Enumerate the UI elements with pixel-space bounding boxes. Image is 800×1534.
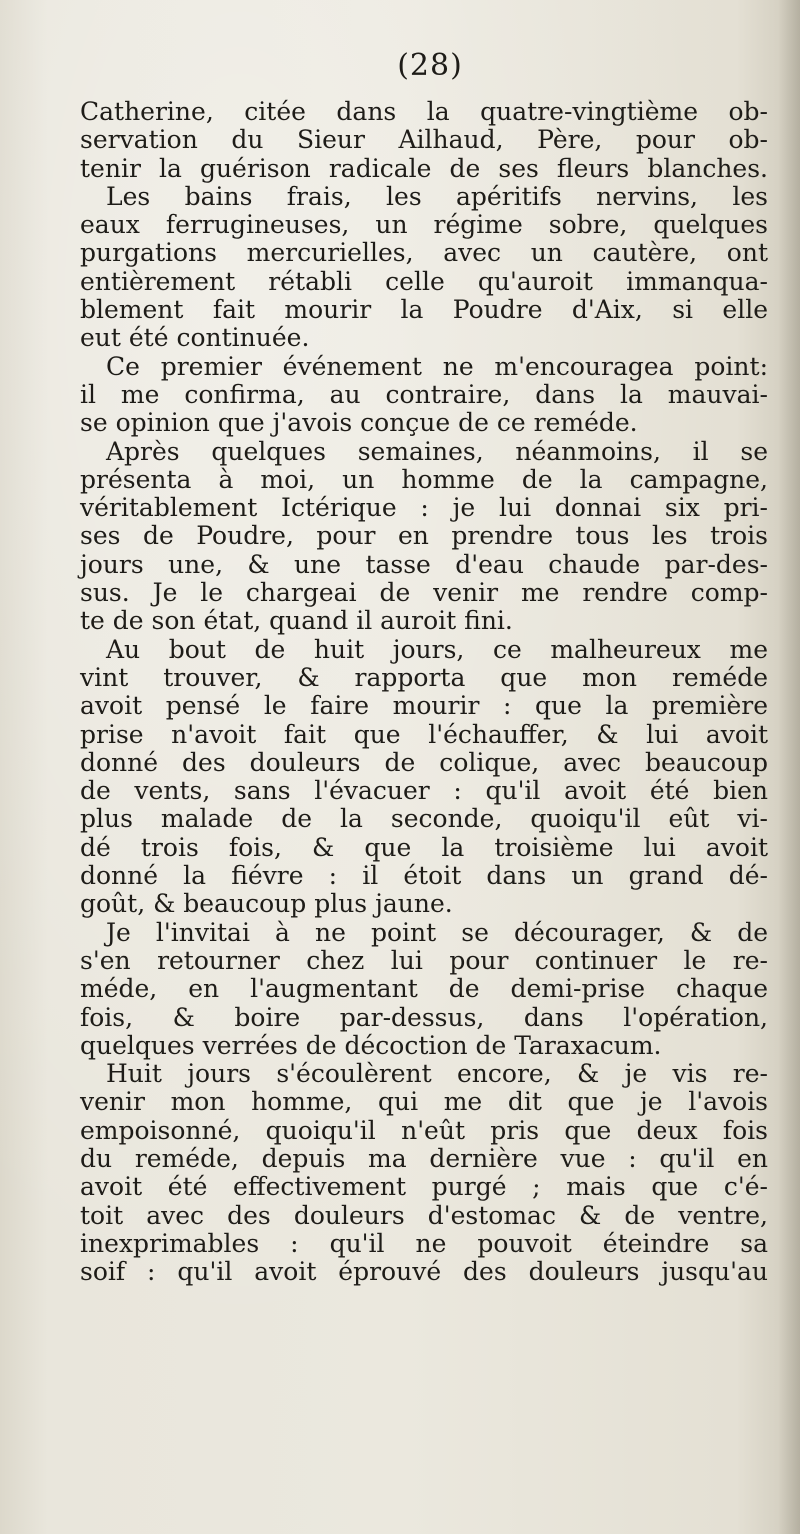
text-line: Au bout de huit jours, ce malheureux me — [106, 634, 768, 664]
text-line: donné la fiévre : il étoit dans un grand dé- — [80, 861, 768, 891]
text-line: te de son état, quand il auroit fini. — [80, 606, 513, 636]
text-line: Ce premier événement ne m'encouragea point: — [106, 351, 768, 381]
text-line: du reméde, depuis ma dernière vue : qu'il en — [80, 1143, 768, 1173]
text-line: avoit pensé le faire mourir : que la première — [80, 691, 768, 721]
text-line: blement fait mourir la Poudre d'Aix, si elle — [80, 295, 768, 325]
text-line: se opinion que j'avois conçue de ce reméde. — [80, 408, 638, 438]
text-line: Après quelques semaines, néanmoins, il se — [106, 436, 768, 466]
text-line: empoisonné, quoiqu'il n'eût pris que deux fois — [80, 1115, 768, 1145]
text-line: eaux ferrugineuses, un régime sobre, quelques — [80, 210, 768, 240]
text-line: véritablement Ictérique : je lui donnai six pri- — [80, 493, 768, 523]
text-line: de vents, sans l'évacuer : qu'il avoit été bien — [80, 776, 768, 806]
text-line: avoit été effectivement purgé ; mais que c'é- — [80, 1172, 768, 1202]
page-number: (28) — [397, 48, 463, 83]
text-line: il me confirma, au contraire, dans la mauvai- — [80, 379, 768, 409]
text-line: purgations mercurielles, avec un cautère, ont — [80, 238, 768, 268]
text-line: quelques verrées de décoction de Taraxacum. — [80, 1030, 662, 1060]
text-line: jours une, & une tasse d'eau chaude par-des- — [80, 549, 768, 579]
text-line: vint trouver, & rapporta que mon reméde — [80, 662, 768, 692]
body-text — [80, 98, 768, 1286]
text-line: Catherine, citée dans la quatre-vingtième ob- — [80, 97, 768, 126]
text-line: Huit jours s'écoulèrent encore, & je vis re- — [106, 1059, 768, 1089]
text-line: ses de Poudre, pour en prendre tous les trois — [80, 521, 768, 551]
text-line: tenir la guérison radicale de ses fleurs blanches. — [80, 153, 768, 183]
text-line: eut été continuée. — [80, 323, 310, 353]
text-line: plus malade de la seconde, quoiqu'il eût vi- — [80, 804, 768, 834]
text-line: soif : qu'il avoit éprouvé des douleurs jusqu'au — [80, 1257, 768, 1287]
text-line: prise n'avoit fait que l'échauffer, & lui avoit — [80, 719, 768, 749]
text-line: toit avec des douleurs d'estomac & de ventre, — [80, 1200, 768, 1230]
text-line: méde, en l'augmentant de demi-prise chaque — [80, 974, 768, 1004]
text-line: venir mon homme, qui me dit que je l'avois — [80, 1087, 768, 1117]
text-line: inexprimables : qu'il ne pouvoit éteindre sa — [80, 1228, 768, 1258]
text-line: entièrement rétabli celle qu'auroit immanqua- — [80, 266, 768, 296]
text-line: présenta à moi, un homme de la campagne, — [80, 464, 768, 494]
text-line: sus. Je le chargeai de venir me rendre comp- — [80, 578, 768, 608]
text-line: Les bains frais, les apéritifs nervins, les — [106, 181, 768, 211]
page-edge-shadow — [778, 0, 800, 1534]
text-line: fois, & boire par-dessus, dans l'opération, — [80, 1002, 768, 1032]
text-line: goût, & beaucoup plus jaune. — [80, 889, 453, 919]
text-line: dé trois fois, & que la troisième lui avoit — [80, 832, 768, 862]
text-line: Je l'invitai à ne point se décourager, & de — [106, 917, 768, 947]
text-line: servation du Sieur Ailhaud, Père, pour ob- — [80, 125, 768, 155]
text-line: donné des douleurs de colique, avec beaucoup — [80, 747, 768, 777]
text-line: s'en retourner chez lui pour continuer le re- — [80, 945, 768, 975]
